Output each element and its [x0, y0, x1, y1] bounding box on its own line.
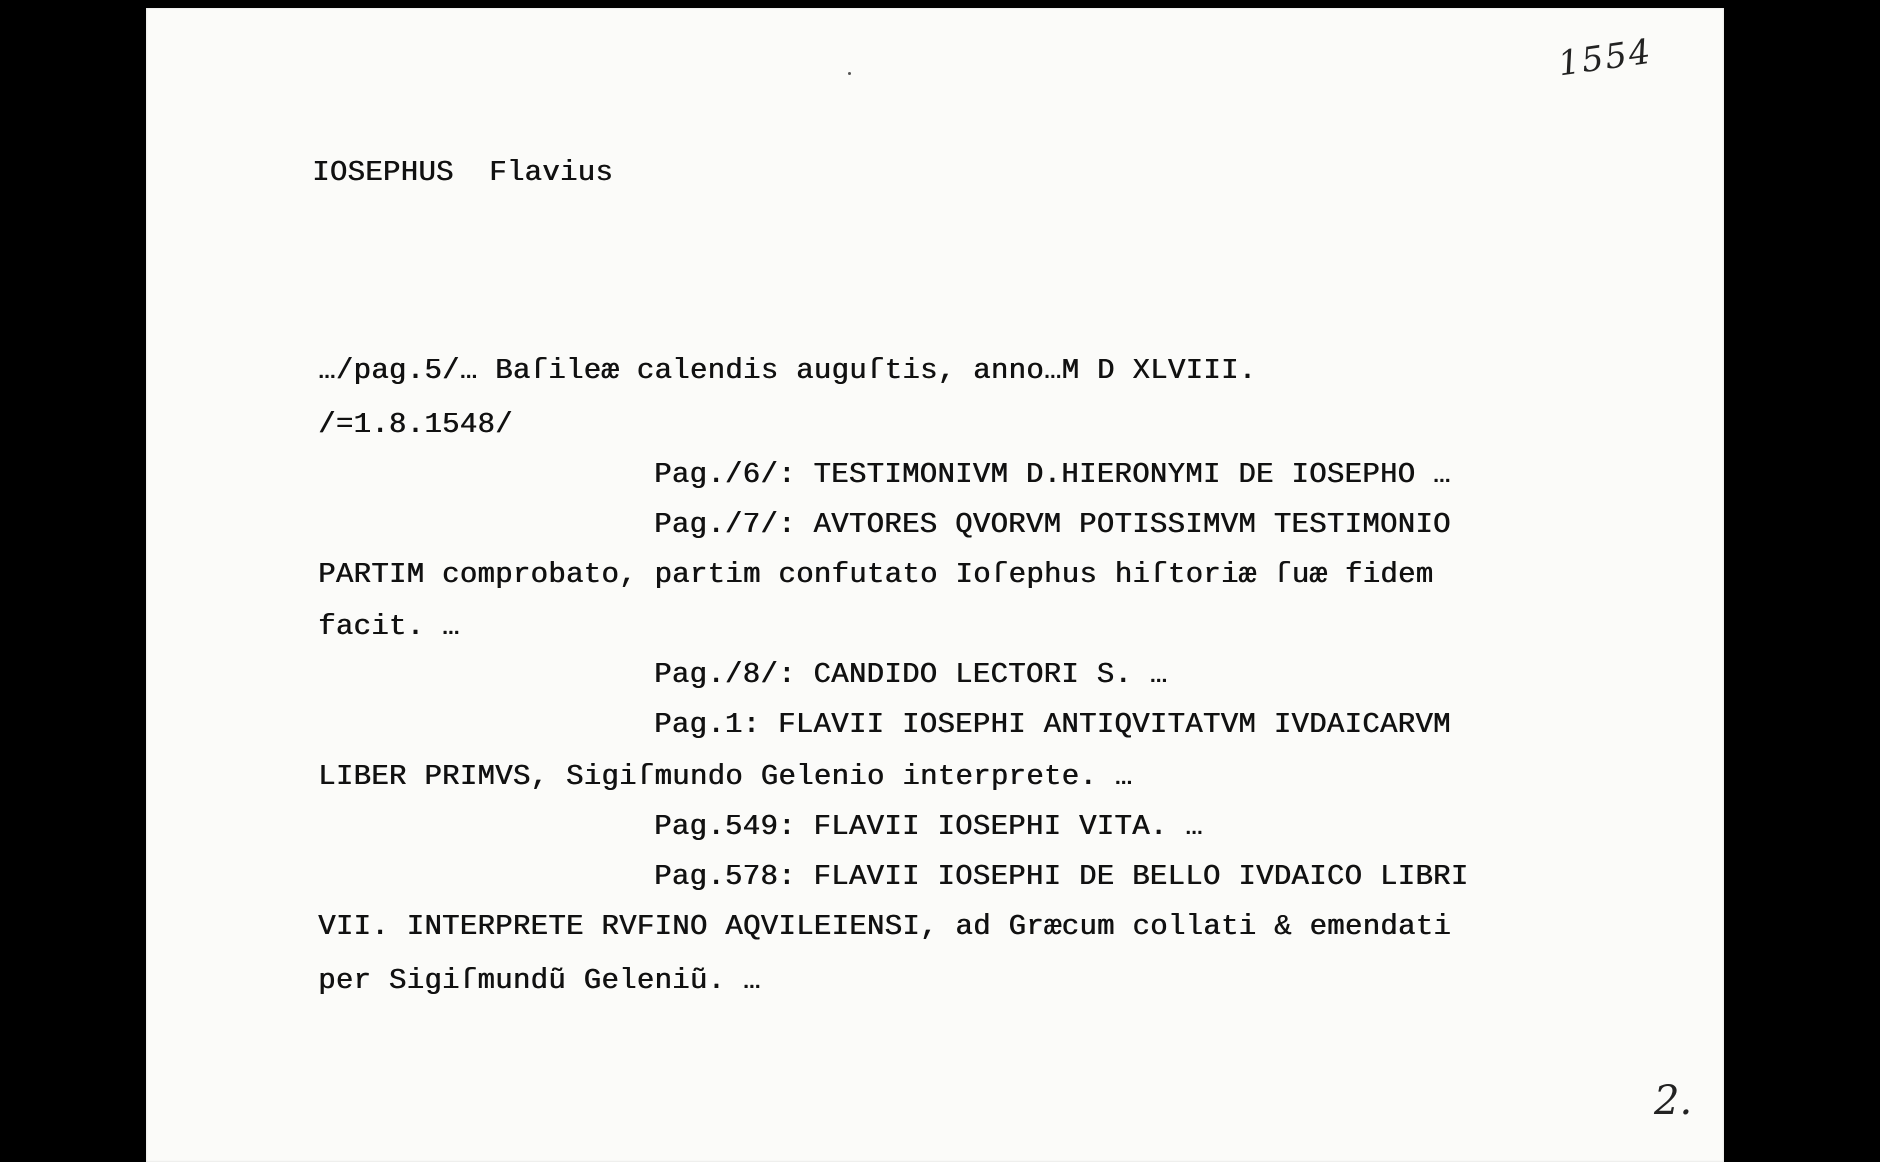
handwritten-card-number: 2.: [1654, 1078, 1693, 1124]
catalog-card: [146, 8, 1724, 1162]
text-line-10: Pag.549: FLAVII IOSEPHI VITA. …: [654, 810, 1203, 843]
text-line-8: Pag.1: FLAVII IOSEPHI ANTIQVITATVM IVDAICARVM: [654, 708, 1451, 741]
text-line-9: LIBER PRIMVS, Sigiſmundo Gelenio interprete. …: [318, 760, 1133, 793]
paper-speck: [848, 72, 851, 75]
text-line-1: …/pag.5/… Baſileæ calendis auguſtis, anno…M D XLVIII.: [318, 354, 1257, 387]
text-line-6: facit. …: [318, 610, 460, 643]
text-line-3: Pag./6/: TESTIMONIVM D.HIERONYMI DE IOSEPHO …: [654, 458, 1451, 491]
text-line-7: Pag./8/: CANDIDO LECTORI S. …: [654, 658, 1168, 691]
text-line-5: PARTIM comprobato, partim confutato Ioſephus hiſtoriæ ſuæ fidem: [318, 558, 1434, 591]
card-heading: IOSEPHUS Flavius: [312, 156, 613, 189]
text-line-2: /=1.8.1548/: [318, 408, 513, 441]
handwritten-catalog-number: 1554: [1555, 31, 1655, 85]
text-line-11: Pag.578: FLAVII IOSEPHI DE BELLO IVDAICO LIBRI: [654, 860, 1469, 893]
text-line-12: VII. INTERPRETE RVFINO AQVILEIENSI, ad Græcum collati & emendati: [318, 910, 1451, 943]
text-line-13: per Sigiſmundũ Geleniũ. …: [318, 964, 761, 997]
text-line-4: Pag./7/: AVTORES QVORVM POTISSIMVM TESTIMONIO: [654, 508, 1451, 541]
